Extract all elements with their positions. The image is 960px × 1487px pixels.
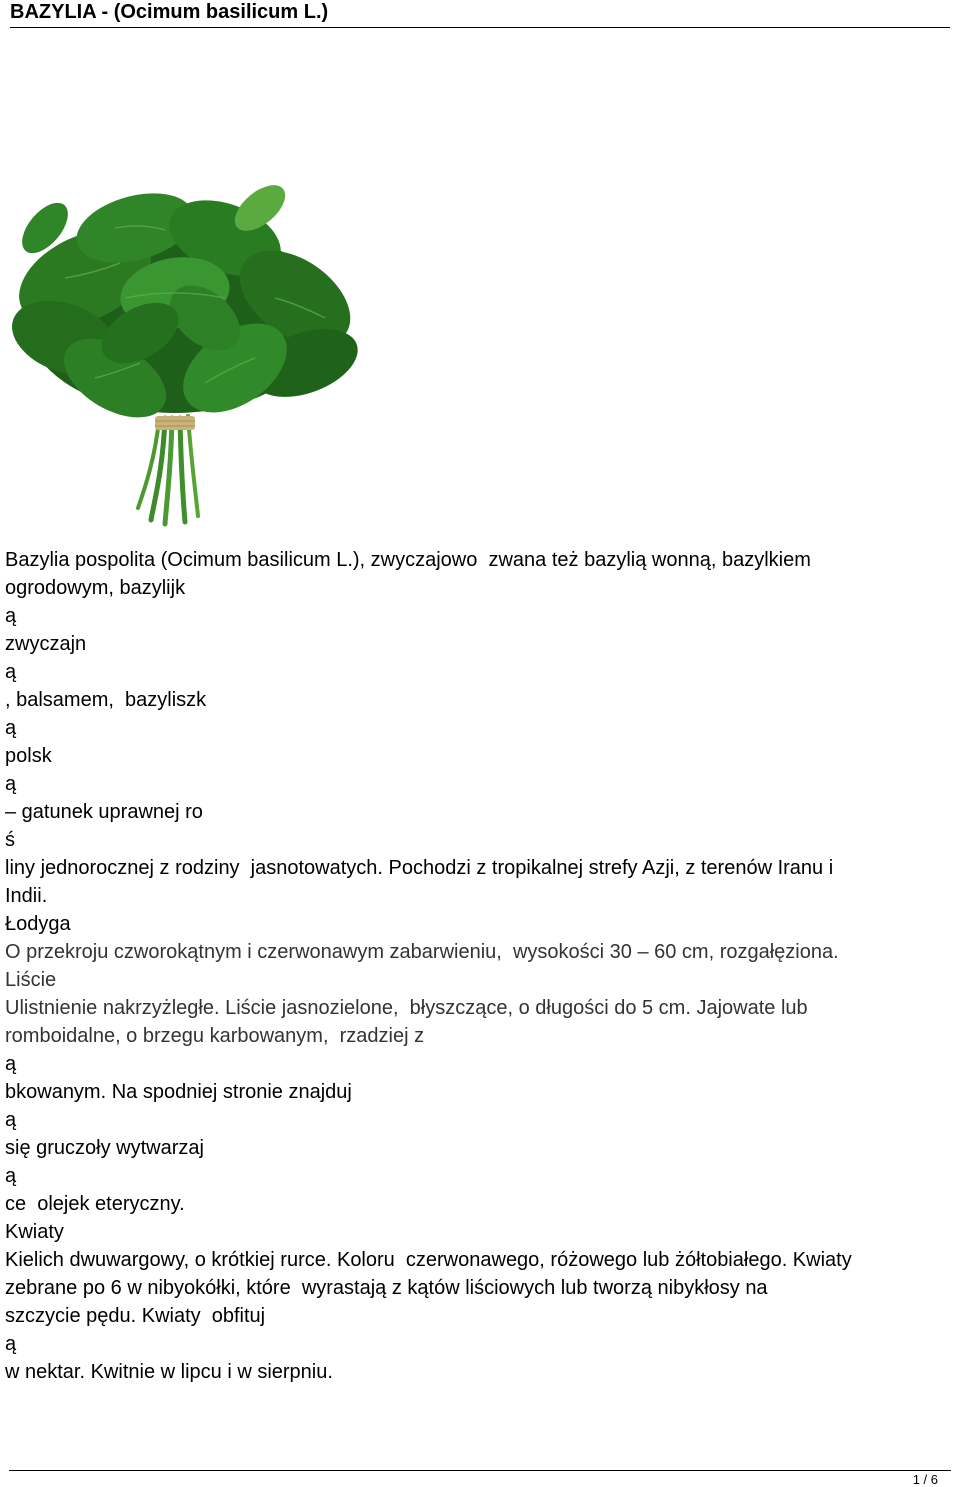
document-title: BAZYLIA - (Ocimum basilicum L.)	[10, 1, 329, 23]
body-line: Kielich dwuwargowy, o krótkiej rurce. Koloru czerwonawego, różowego lub żółtobiałego. Kwiaty	[5, 1249, 852, 1271]
body-line: ogrodowym, bazylijk	[5, 577, 186, 599]
body-line: ą	[5, 1165, 17, 1187]
body-line: Ulistnienie nakrzyżległe. Liście jasnozielone, błyszczące, o długości do 5 cm. Jajowate lub	[5, 997, 808, 1019]
body-line: ą	[5, 717, 17, 739]
body-line: O przekroju czworokątnym i czerwonawym zabarwieniu, wysokości 30 – 60 cm, rozgałęziona.	[5, 941, 839, 963]
section-heading-liscie: Liście	[5, 969, 57, 991]
body-line: w nektar. Kwitnie w lipcu i w sierpniu.	[5, 1361, 333, 1383]
document-body	[5, 546, 955, 1386]
body-line: liny jednorocznej z rodziny jasnotowatych. Pochodzi z tropikalnej strefy Azji, z terenów Iranu i	[5, 857, 834, 879]
body-line: ą	[5, 1109, 17, 1131]
body-line: zebrane po 6 w nibyokółki, które wyrastają z kątów liściowych lub tworzą nibykłosy na	[5, 1277, 768, 1299]
body-line: ą	[5, 1053, 17, 1075]
body-line: ą	[5, 1333, 17, 1355]
page-header	[10, 0, 950, 28]
body-line: Bazylia pospolita (Ocimum basilicum L.), zwyczajowo zwana też bazylią wonną, bazylkiem	[5, 549, 811, 571]
body-line: ą	[5, 773, 17, 795]
body-line: polsk	[5, 745, 52, 767]
body-line: ą	[5, 661, 17, 683]
body-line: zwyczajn	[5, 633, 87, 655]
body-line: ce olejek eteryczny.	[5, 1193, 185, 1215]
basil-photo	[5, 168, 378, 540]
body-line: , balsamem, bazyliszk	[5, 689, 207, 711]
body-line: się gruczoły wytwarzaj	[5, 1137, 204, 1159]
footer-divider	[9, 1470, 951, 1471]
body-line: Indii.	[5, 885, 48, 907]
body-line: szczycie pędu. Kwiaty obfituj	[5, 1305, 266, 1327]
section-heading-kwiaty: Kwiaty	[5, 1221, 64, 1243]
body-line: ś	[5, 829, 15, 851]
section-heading-lodyga: Łodyga	[5, 913, 71, 935]
body-line: romboidalne, o brzegu karbowanym, rzadziej z	[5, 1025, 425, 1047]
body-line: bkowanym. Na spodniej stronie znajduj	[5, 1081, 352, 1103]
body-line: ą	[5, 605, 17, 627]
basil-bunch-image	[5, 168, 378, 540]
body-line: – gatunek uprawnej ro	[5, 801, 203, 823]
page-number: 1 / 6	[912, 1472, 938, 1487]
